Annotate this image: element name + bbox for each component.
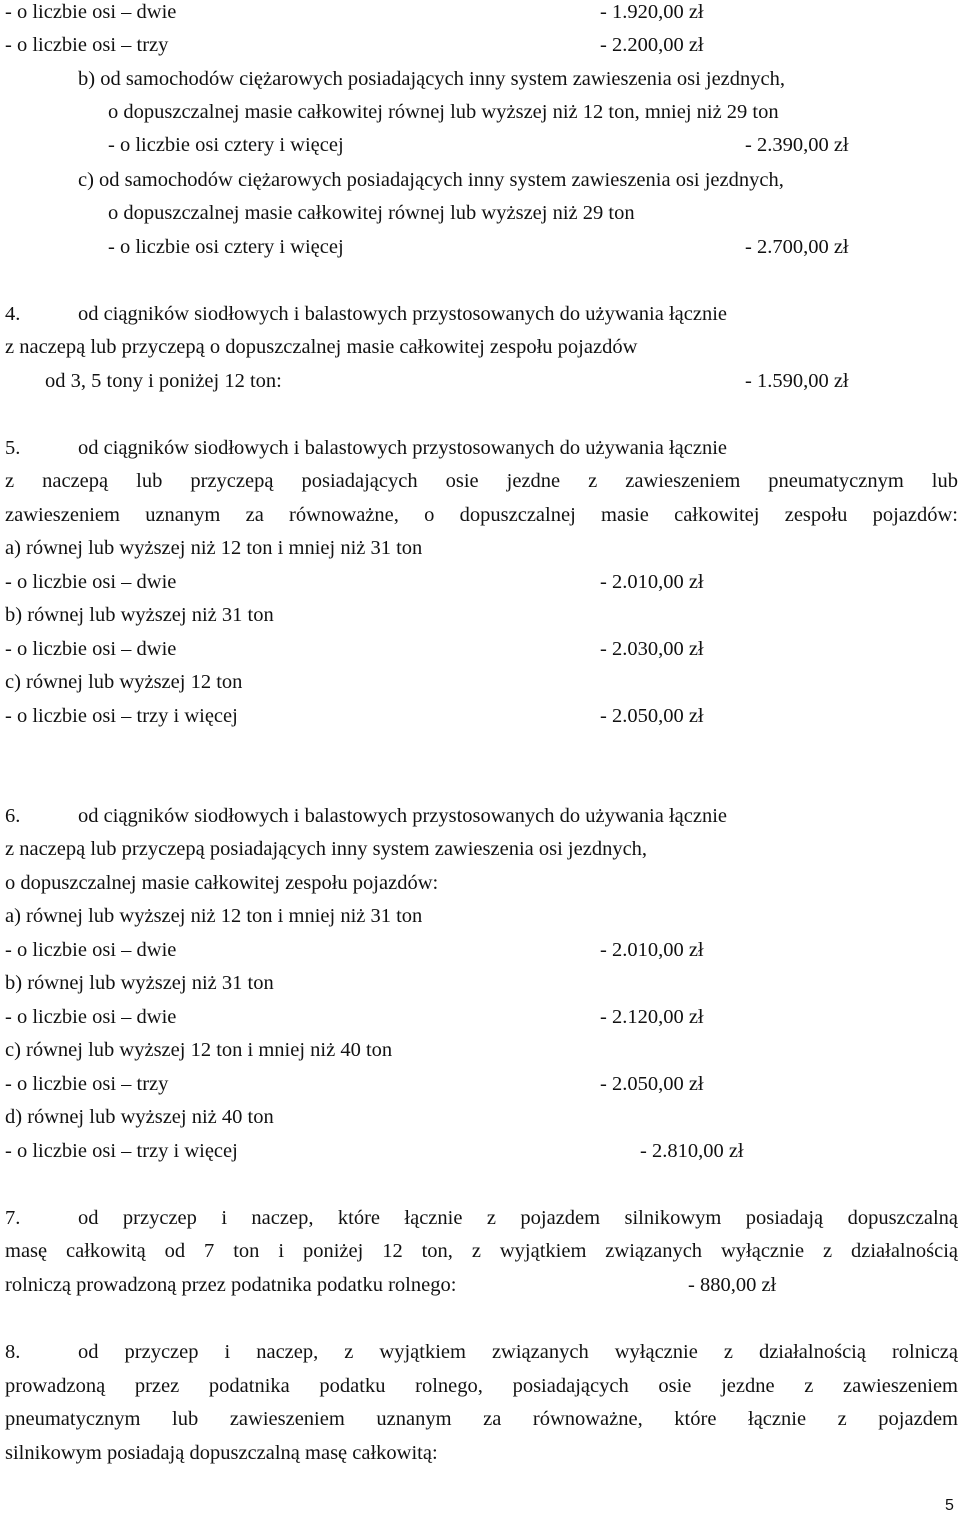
top-c-label: - o liczbie osi cztery i więcej bbox=[108, 236, 344, 258]
s8-line4: silnikowym posiadają dopuszczalną masę całkowitą: bbox=[5, 1442, 438, 1464]
s6-b-label: - o liczbie osi – dwie bbox=[5, 1006, 177, 1028]
top-b-label: - o liczbie osi cztery i więcej bbox=[108, 134, 344, 156]
top-c-line1: c) od samochodów ciężarowych posiadających inny system zawieszenia osi jezdnych, bbox=[78, 169, 784, 191]
s4-number: 4. bbox=[5, 303, 21, 325]
top-b-line1: b) od samochodów ciężarowych posiadających inny system zawieszenia osi jezdnych, bbox=[78, 68, 786, 90]
s8-number: 8. bbox=[5, 1341, 21, 1363]
s4-line2: z naczepą lub przyczepą o dopuszczalnej masie całkowitej zespołu pojazdów bbox=[5, 336, 638, 358]
s6-b-head: b) równej lub wyższej niż 31 ton bbox=[5, 972, 274, 994]
s4-amount: - 1.590,00 zł bbox=[745, 370, 849, 392]
top-line2-label: - o liczbie osi – trzy bbox=[5, 34, 169, 56]
s7-number: 7. bbox=[5, 1207, 21, 1229]
s7-line1: od przyczep i naczep, które łącznie z pojazdem silnikowym posiadają dopuszczalną bbox=[78, 1207, 958, 1229]
s7-line2: masę całkowitą od 7 ton i poniżej 12 ton, z wyjątkiem związanych wyłącznie z działalnością bbox=[5, 1240, 958, 1262]
top-b-line2: o dopuszczalnej masie całkowitej równej lub wyższej niż 12 ton, mniej niż 29 ton bbox=[108, 101, 779, 123]
top-line1-label: - o liczbie osi – dwie bbox=[5, 1, 177, 23]
s6-c-label: - o liczbie osi – trzy bbox=[5, 1073, 169, 1095]
s6-a-head: a) równej lub wyższej niż 12 ton i mniej niż 31 ton bbox=[5, 905, 423, 927]
page-number: 5 bbox=[945, 1497, 954, 1514]
s6-line3: o dopuszczalnej masie całkowitej zespołu pojazdów: bbox=[5, 872, 439, 894]
top-c-line2: o dopuszczalnej masie całkowitej równej lub wyższej niż 29 ton bbox=[108, 202, 635, 224]
s5-a-amount: - 2.010,00 zł bbox=[600, 571, 704, 593]
s6-c-head: c) równej lub wyższej 12 ton i mniej niż 40 ton bbox=[5, 1039, 393, 1061]
s5-line1: od ciągników siodłowych i balastowych przystosowanych do używania łącznie bbox=[78, 437, 727, 459]
s6-b-amount: - 2.120,00 zł bbox=[600, 1006, 704, 1028]
s6-a-label: - o liczbie osi – dwie bbox=[5, 939, 177, 961]
s5-line3: zawieszeniem uznanym za równoważne, o dopuszczalnej masie całkowitej zespołu pojazdów: bbox=[5, 504, 958, 526]
s5-b-label: - o liczbie osi – dwie bbox=[5, 638, 177, 660]
top-c-amount: - 2.700,00 zł bbox=[745, 236, 849, 258]
s6-a-amount: - 2.010,00 zł bbox=[600, 939, 704, 961]
s6-number: 6. bbox=[5, 805, 21, 827]
top-b-amount: - 2.390,00 zł bbox=[745, 134, 849, 156]
s4-label: od 3, 5 tony i poniżej 12 ton: bbox=[45, 370, 282, 392]
s6-d-label: - o liczbie osi – trzy i więcej bbox=[5, 1140, 238, 1162]
s4-line1: od ciągników siodłowych i balastowych przystosowanych do używania łącznie bbox=[78, 303, 727, 325]
top-line1-amount: - 1.920,00 zł bbox=[600, 1, 704, 23]
s8-line1: od przyczep i naczep, z wyjątkiem związanych wyłącznie z działalnością rolniczą bbox=[78, 1341, 958, 1363]
s7-line3: rolniczą prowadzoną przez podatnika podatku rolnego: bbox=[5, 1274, 457, 1296]
s7-amount: - 880,00 zł bbox=[688, 1274, 777, 1296]
s6-d-amount: - 2.810,00 zł bbox=[640, 1140, 744, 1162]
s6-line2: z naczepą lub przyczepą posiadających inny system zawieszenia osi jezdnych, bbox=[5, 838, 648, 860]
s5-a-head: a) równej lub wyższej niż 12 ton i mniej niż 31 ton bbox=[5, 537, 423, 559]
s8-line3: pneumatycznym lub zawieszeniem uznanym za równoważne, które łącznie z pojazdem bbox=[5, 1408, 958, 1430]
s5-c-amount: - 2.050,00 zł bbox=[600, 705, 704, 727]
s6-d-head: d) równej lub wyższej niż 40 ton bbox=[5, 1106, 274, 1128]
s6-c-amount: - 2.050,00 zł bbox=[600, 1073, 704, 1095]
s5-b-head: b) równej lub wyższej niż 31 ton bbox=[5, 604, 274, 626]
s5-c-label: - o liczbie osi – trzy i więcej bbox=[5, 705, 238, 727]
s5-c-head: c) równej lub wyższej 12 ton bbox=[5, 671, 243, 693]
s5-b-amount: - 2.030,00 zł bbox=[600, 638, 704, 660]
s5-number: 5. bbox=[5, 437, 21, 459]
s8-line2: prowadzoną przez podatnika podatku rolnego, posiadających osie jezdne z zawieszeniem bbox=[5, 1375, 958, 1397]
s5-a-label: - o liczbie osi – dwie bbox=[5, 571, 177, 593]
s5-line2: z naczepą lub przyczepą posiadających osie jezdne z zawieszeniem pneumatycznym lub bbox=[5, 470, 958, 492]
top-line2-amount: - 2.200,00 zł bbox=[600, 34, 704, 56]
s6-line1: od ciągników siodłowych i balastowych przystosowanych do używania łącznie bbox=[78, 805, 727, 827]
